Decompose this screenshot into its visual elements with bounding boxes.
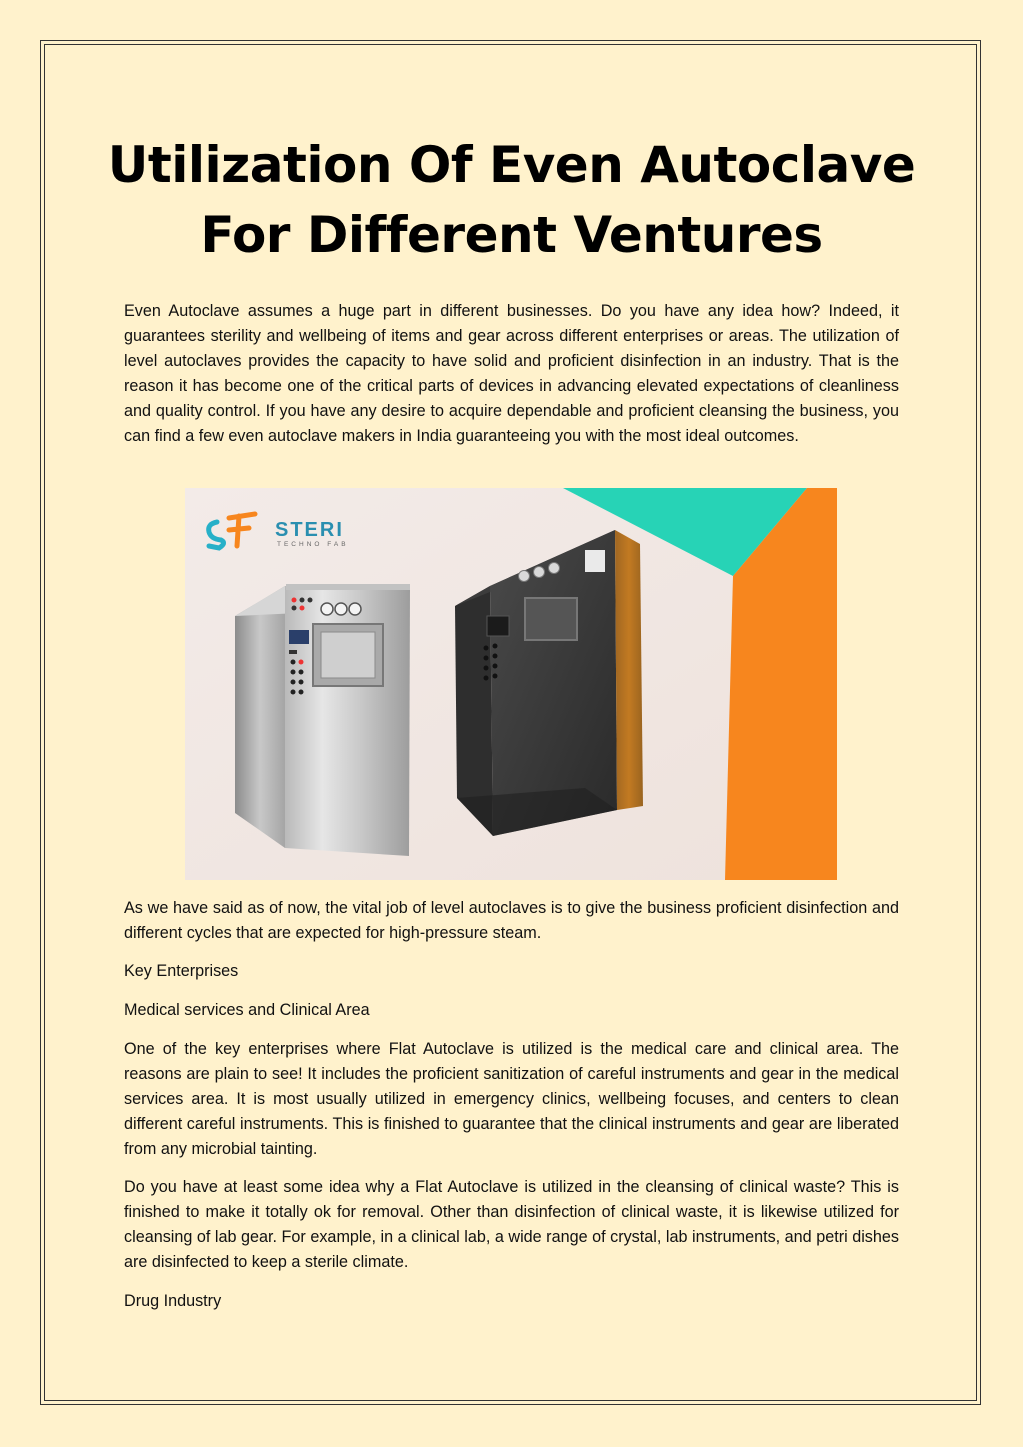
paragraph-medical: One of the key enterprises where Flat Autoclave is utilized is the medical care and clinical area. The reasons are plain to see! It includes the proficient sanitization of careful instruments and gear in the medical services area. It is most usually utilized in emergency clinics, wellbeing focuses, and centers to clean different careful instruments. This is finished to guarantee that the clinical instruments and gear are liberated from any microbial tainting. — [124, 1040, 899, 1158]
heading-medical-services: Medical services and Clinical Area — [124, 1001, 370, 1019]
heading-key-enterprises: Key Enterprises — [124, 962, 239, 980]
logo-subtext: TECHNO FAB — [277, 541, 349, 548]
paragraph-after-image: As we have said as of now, the vital job of level autoclaves is to give the business proficient disinfection and different cycles that are expected for high-pressure steam. — [124, 899, 899, 942]
steel-autoclave — [235, 584, 410, 856]
autoclave-product-image — [185, 488, 837, 880]
logo-text: STERI — [275, 519, 344, 541]
heading-drug-industry: Drug Industry — [124, 1292, 222, 1310]
title-line-2: For Different Ventures — [200, 206, 823, 264]
page-title — [100, 130, 923, 270]
intro-paragraph: Even Autoclave assumes a huge part in different businesses. Do you have any idea how? Indeed, it guarantees sterility and wellbeing of items and gear across different enterprises or areas. The utilization of level autoclaves provides the capacity to have solid and proficient disinfection in an industry. That is the reason it has become one of the critical parts of devices in advancing elevated expectations of cleanliness and quality control. If you have any desire to acquire dependable and proficient cleansing the business, you can find a few even autoclave makers in India guaranteeing you with the most ideal outcomes. — [124, 302, 899, 445]
paragraph-clinical-waste: Do you have at least some idea why a Flat Autoclave is utilized in the cleansing of clinical waste? This is finished to make it totally ok for removal. Other than disinfection of clinical waste, it is likewise utilized for cleansing of lab gear. For example, in a clinical lab, a wide range of crystal, lab instruments, and petri dishes are disinfected to keep a sterile climate. — [124, 1178, 899, 1271]
title-line-1: Utilization Of Even Autoclave — [107, 136, 916, 194]
